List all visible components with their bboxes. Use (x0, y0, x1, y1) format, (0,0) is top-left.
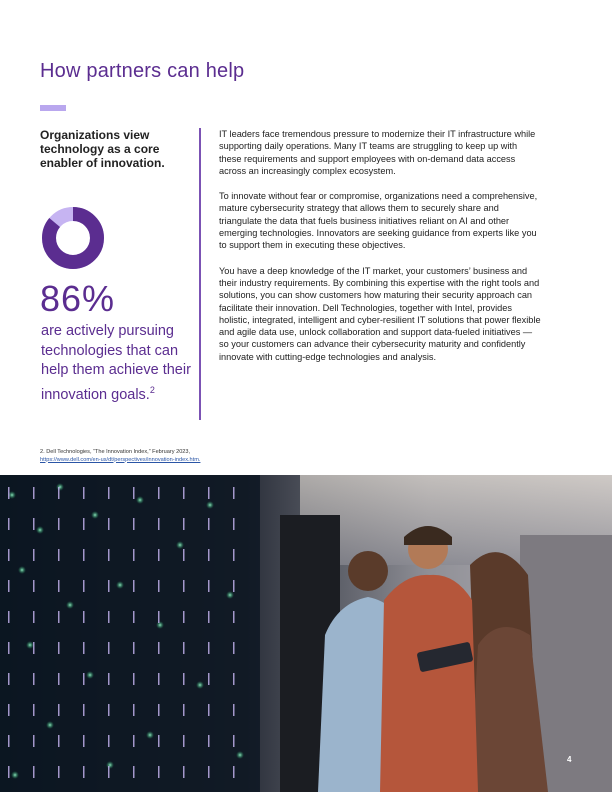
body-paragraph: To innovate without fear or compromise, organizations need a comprehensive, mature cybersecurity strategy that allows them to securely share and triangulate the data that fuels business initiatives reliant on AI and other emerging technologies. Innovators are seeking guidance from experts like you to support them in executing these objectives. (219, 191, 538, 251)
page-number: 4 (567, 755, 572, 764)
footnote (40, 449, 360, 464)
footnote-text: 2. Dell Technologies, “The Innovation Index,” February 2023, (40, 449, 191, 455)
body-paragraph: IT leaders face tremendous pressure to modernize their IT infrastructure while supporting daily operations. Many IT teams are struggling to keep up with these requirements and support employees with on-demand data access across an increasingly complex ecosystem. (219, 129, 536, 176)
stat-percentage: 86% (40, 278, 116, 319)
footnote-link[interactable]: https://www.dell.com/en-us/dt/perspectives/innovation-index.htm. (40, 456, 201, 463)
stat-description-text: are actively pursuing technologies that can help them achieve their innovation goals. (41, 323, 191, 403)
data-center-photo (0, 475, 612, 792)
body-paragraph: You have a deep knowledge of the IT market, your customers’ business and their industry requirements. By combining this expertise with the right tools and solutions, you can show customers how maturing their security approach can facilitate their innovation. Dell Technologies, together with Intel, provides holistic, integrated, intelligent and cyber-resilient IT solutions that power flexible and agile data use, unlock collaboration and support data-fueled initiatives — so your customers can advance their cybersecurity maturity and confidently innovate with cutting-edge technologies and analysis. (219, 265, 541, 362)
donut-chart (40, 205, 106, 271)
stat-description (41, 322, 196, 405)
column-divider (199, 128, 201, 420)
footnote-marker: 2 (149, 384, 155, 395)
page-title: How partners can help (40, 60, 245, 82)
intro-statement: Organizations view technology as a core enabler of innovation. (40, 128, 165, 170)
body-text (219, 128, 541, 376)
title-accent-bar (40, 105, 66, 111)
